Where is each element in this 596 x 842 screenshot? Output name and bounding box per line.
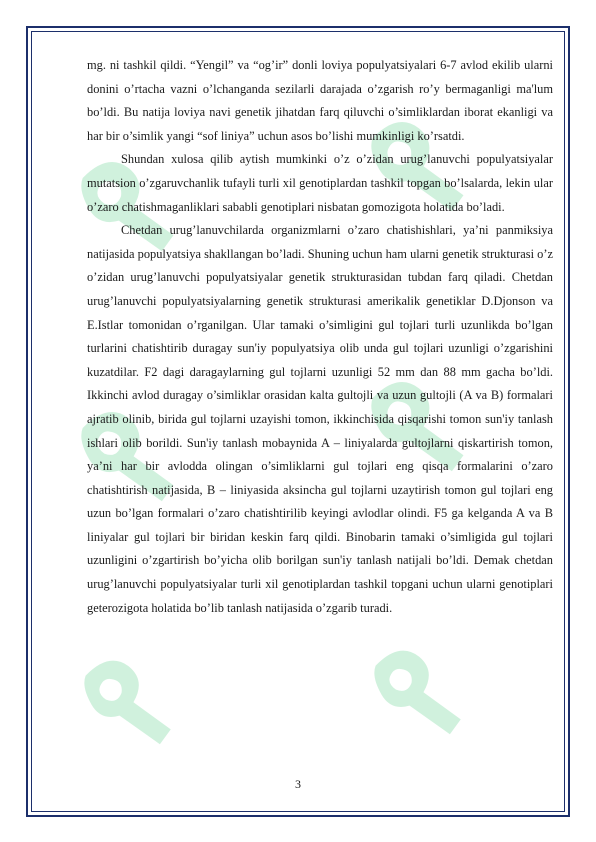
paragraph-2: Shundan xulosa qilib aytish mumkinki o’z o’zidan urug’lanuvchi populyatsiyalar mutatsion o’zgaruvchanlik tufayli turli xil genotiplardan tashkil topgan bo’lsalarda, lekin ular o’zaro chatishmaganliklari sababli genotiplari nisbatan gomozigota holatida bo’ladi.: [87, 152, 553, 214]
body-text: [87, 54, 553, 620]
paragraph-1: mg. ni tashkil qildi. “Yengil” va “og’ir” donli loviya populyatsiyalari 6-7 avlod ekilib ularni donini o’rtacha vazni o’lchanganda sezilarli darajada o’zgarish ro’y bermaganligi ma'lum bo’ldi. Bu natija loviya navi genetik jihatdan farq qiluvchi o’simliklardan iborat ekanligi va har bir o’simlik yangi “sof liniya” uchun asos bo’lishi mumkinligi ko’rsatdi.: [87, 58, 553, 143]
paragraph-3: Chetdan urug’lanuvchilarda organizmlarni o’zaro chatishishlari, ya’ni panmiksiya natijasida populyatsiya shakllangan bo’ladi. Shuning uchun ham ularni genetik strukturasi o’z o’zidan urug’lanuvchi populyatsiyalar genetik strukturasidan tubdan farq qiladi. Chetdan urug’lanuvchi populyatsiyalarning genetik strukturasi amerikalik genetiklar D.Djonson va E.Istlar tomonidan o’rganilgan. Ular tamaki o’simligini gul tojlari turli uzunlikda bo’lgan turlarini chatishtirib duragay sun'iy populyatsiya olib unda gul tojlari uzunligi o’zgarishini kuzatdilar. F2 dagi daragaylarning gul tojlarni uzunligi 52 mm dan 88 mm gacha bo’ldi. Ikkinchi avlod duragay o’simliklar orasidan kalta gultojli va uzun gultojli (A va B) formalari ajratib olinib, birida gul tojlarni uzayishi tomon, ikkinchisida qisqarishi tomon sun'iy tanlash ishlari olib borildi. Sun'iy tanlash mobaynida A – liniyalarda gultojlarni qiskartirish tomon, ya’ni har bir avlodda olingan o’simliklarni gul tojlari eng qisqa formalarini o’zaro chatishtirish natijasida, B – liniyasida aksincha gul tojlarni uzaytirish tomon gul tojlari eng uzun bo’lgan formalari o’zaro chatishtirilib keyingi avlodlar olindi. F5 ga kelganda A va B liniyalar gul tojlari bir biridan keskin farq qildi. Binobarin tamaki o’simligida gul tojlari uzunligini o’zgartirish bo’yicha olib borilgan sun'iy tanlash natijali bo’ldi. Demak chetdan urug’lanuvchi populyatsiyalar turli xil genotiplardan tashkil topgani uchun ularni genotiplari geterozigota holatida bo’lib tanlash natijasida o’zgarib turadi.: [87, 223, 553, 615]
page-number: 3: [295, 777, 301, 791]
